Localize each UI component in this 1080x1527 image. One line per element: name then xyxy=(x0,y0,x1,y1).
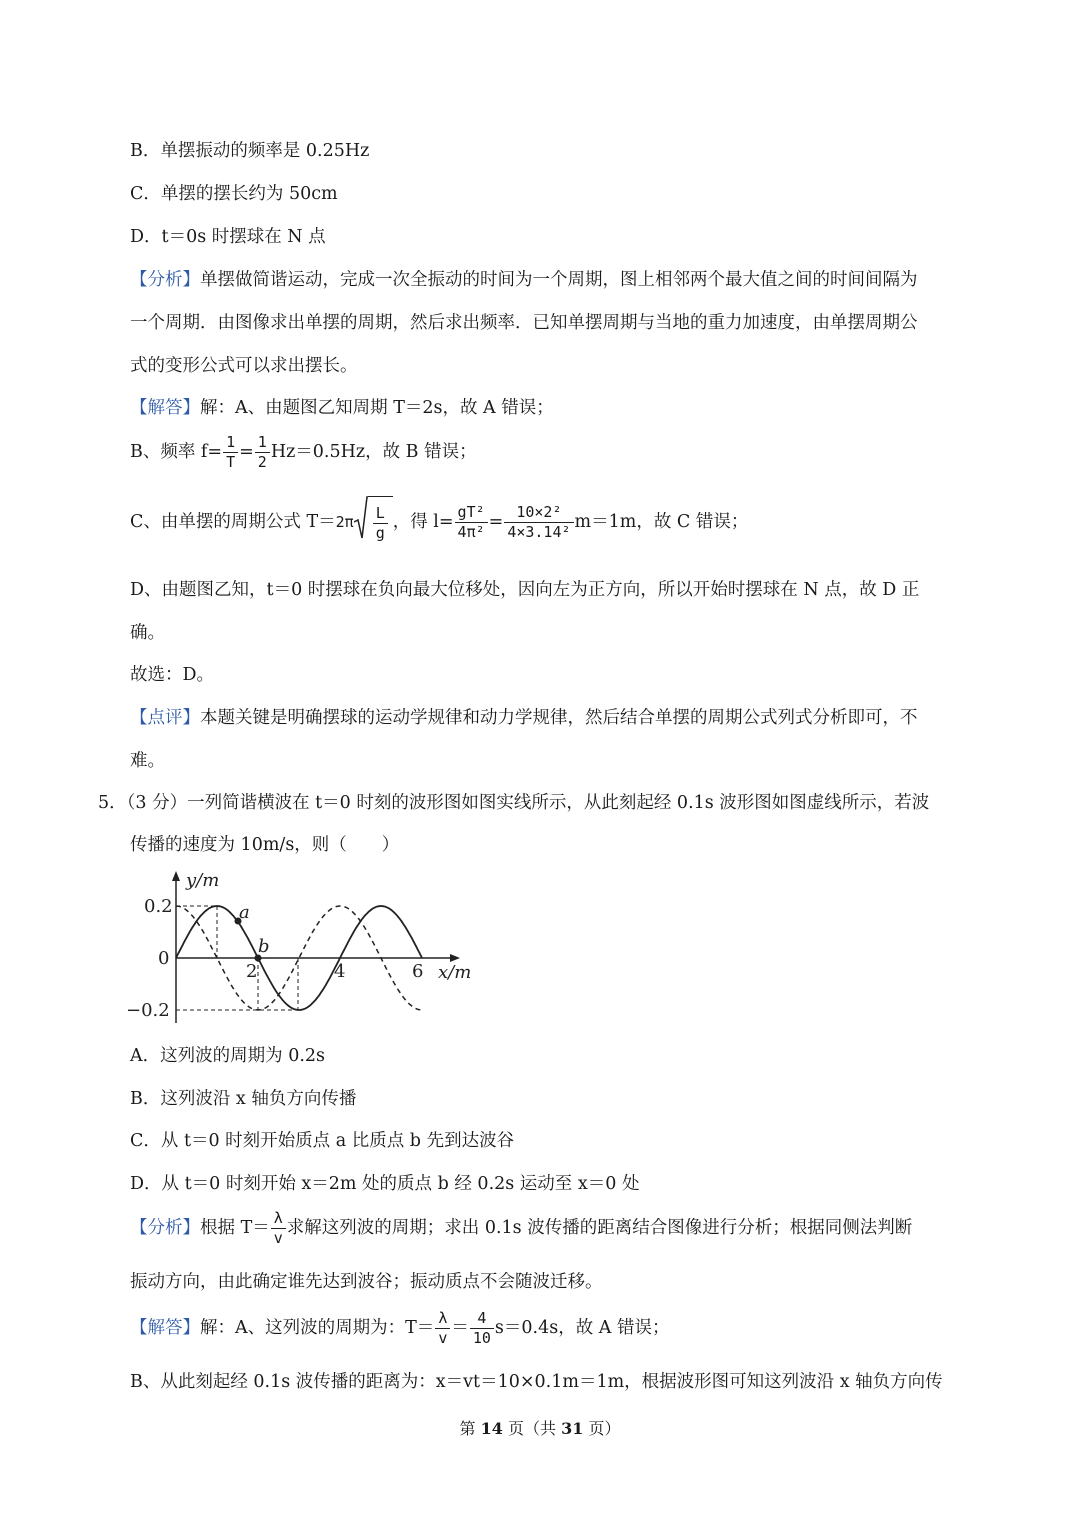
fraction-4-over-10: $\frac{4}{10}$ xyxy=(470,1309,494,1348)
answer-2-line-a: 【解答】解：A、这列波的周期为：T＝ $\frac{\lambda}{v}$ ＝ $\frac{4}{10}$ s＝0.4s，故 A 错误； xyxy=(130,1309,670,1347)
fraction-gT2-over-4pi2: $\frac{\text{gT²}}{\text{4π²}}$ xyxy=(455,503,488,542)
option-d-line: D．t＝0s 时摆球在 N 点 xyxy=(130,227,326,247)
question-5-option-b: B．这列波沿 x 轴负方向传播 xyxy=(130,1089,357,1109)
y-tick-top: 0.2 xyxy=(144,896,173,917)
point-a-label: a xyxy=(239,902,250,923)
analysis-2-line: 【分析】根据 T＝ $\frac{\lambda}{v}$ 求解这列波的周期；求出 0.1s 波传播的距离结合图像进行分析；根据同侧法判断 xyxy=(130,1209,913,1247)
answer-1-line-a: 【解答】解：A、由题图乙知周期 T＝2s，故 A 错误； xyxy=(130,398,554,418)
analysis-tag: 【分析】 xyxy=(130,270,200,290)
radical-sign-icon xyxy=(354,496,368,540)
question-5-stem-2: 传播的速度为 10m/s，则（ ） xyxy=(130,835,400,855)
answer-1-selection: 故选：D。 xyxy=(130,665,215,685)
answer-tag-2: 【解答】 xyxy=(130,1318,200,1338)
x-axis-label: x/m xyxy=(438,962,472,983)
fraction-lambda-over-v-2: $\frac{\lambda}{v}$ xyxy=(435,1309,450,1348)
analysis-tag-2: 【分析】 xyxy=(130,1218,200,1238)
x-tick-4: 4 xyxy=(334,961,346,982)
comment-1-line-2: 难。 xyxy=(130,751,165,771)
answer-tag: 【解答】 xyxy=(130,398,200,418)
question-5-option-c: C．从 t＝0 时刻开始质点 a 比质点 b 先到达波谷 xyxy=(130,1131,515,1151)
answer-1-line-d: D、由题图乙知，t＝0 时摆球在负向最大位移处，因向左为正方向，所以开始时摆球在 N 点，故 D 正 xyxy=(130,580,920,600)
fraction-lambda-over-v: $\frac{\lambda}{v}$ xyxy=(271,1209,286,1248)
question-5-stem: 5．（3 分）一列简谐横波在 t＝0 时刻的波形图如图实线所示，从此刻起经 0.1s 波形图如图虚线所示，若波 xyxy=(98,793,930,813)
x-axis-arrow-icon xyxy=(450,954,460,962)
y-tick-zero: 0 xyxy=(158,948,170,969)
answer-1-line-b: B、频率 f= $\frac{1}{T}$ = $\frac{1}{2}$ Hz＝0.5Hz，故 B 错误； xyxy=(130,433,477,471)
y-axis-label: y/m xyxy=(186,870,220,891)
answer-1-line-d2: 确。 xyxy=(130,623,165,643)
analysis-1-line: 【分析】单摆做简谐运动，完成一次全振动的时间为一个周期，图上相邻两个最大值之间的时间间隔为 xyxy=(130,270,918,290)
y-axis-arrow-icon xyxy=(172,871,180,881)
page-footer: 第 14 页（共 31 页） xyxy=(459,1419,621,1438)
answer-1-line-c: C、由单摆的周期公式 T＝2π $\frac{L}{g}$ ，得 l= $\frac{\text{gT²}}{\text{4π²}}$ = $\frac{\text{10×2²}}{\text{4×3.14²}}$ m＝1m，故 C 错误； xyxy=(130,496,748,549)
fraction-1-over-2: $\frac{1}{2}$ xyxy=(255,433,270,472)
wave-graph xyxy=(118,866,478,1026)
answer-2-line-b: B、从此刻起经 0.1s 波传播的距离为：x＝vt＝10×0.1m＝1m，根据波形图可知这列波沿 x 轴负方向传 xyxy=(130,1372,943,1392)
x-tick-6: 6 xyxy=(412,961,424,982)
analysis-2-line-2: 振动方向，由此确定谁先达到波谷；振动质点不会随波迁移。 xyxy=(130,1272,603,1292)
question-5-option-a: A．这列波的周期为 0.2s xyxy=(130,1046,326,1066)
x-tick-2: 2 xyxy=(246,961,258,982)
comment-tag: 【点评】 xyxy=(130,708,200,728)
question-5-option-d: D．从 t＝0 时刻开始 x＝2m 处的质点 b 经 0.2s 运动至 x＝0 处 xyxy=(130,1174,640,1194)
sqrt-L-over-g: $\frac{L}{g}$ xyxy=(354,496,393,549)
fraction-1-over-T: $\frac{1}{T}$ xyxy=(223,433,238,472)
option-c-line: C．单摆的摆长约为 50cm xyxy=(130,184,338,204)
option-b-line: B．单摆振动的频率是 0.25Hz xyxy=(130,141,370,161)
comment-1-line: 【点评】本题关键是明确摆球的运动学规律和动力学规律，然后结合单摆的周期公式列式分析即可，不 xyxy=(130,708,918,728)
y-tick-bottom: −0.2 xyxy=(126,1000,170,1021)
analysis-1-line-2: 一个周期．由图像求出单摆的周期，然后求出频率．已知单摆周期与当地的重力加速度，由单摆周期公 xyxy=(130,313,918,333)
point-b-label: b xyxy=(258,936,270,957)
fraction-numeric: $\frac{\text{10×2²}}{\text{4×3.14²}}$ xyxy=(504,503,573,542)
total-page-count: 31 xyxy=(561,1419,584,1438)
analysis-1-line-3: 式的变形公式可以求出摆长。 xyxy=(130,356,358,376)
current-page-number: 14 xyxy=(480,1419,503,1438)
